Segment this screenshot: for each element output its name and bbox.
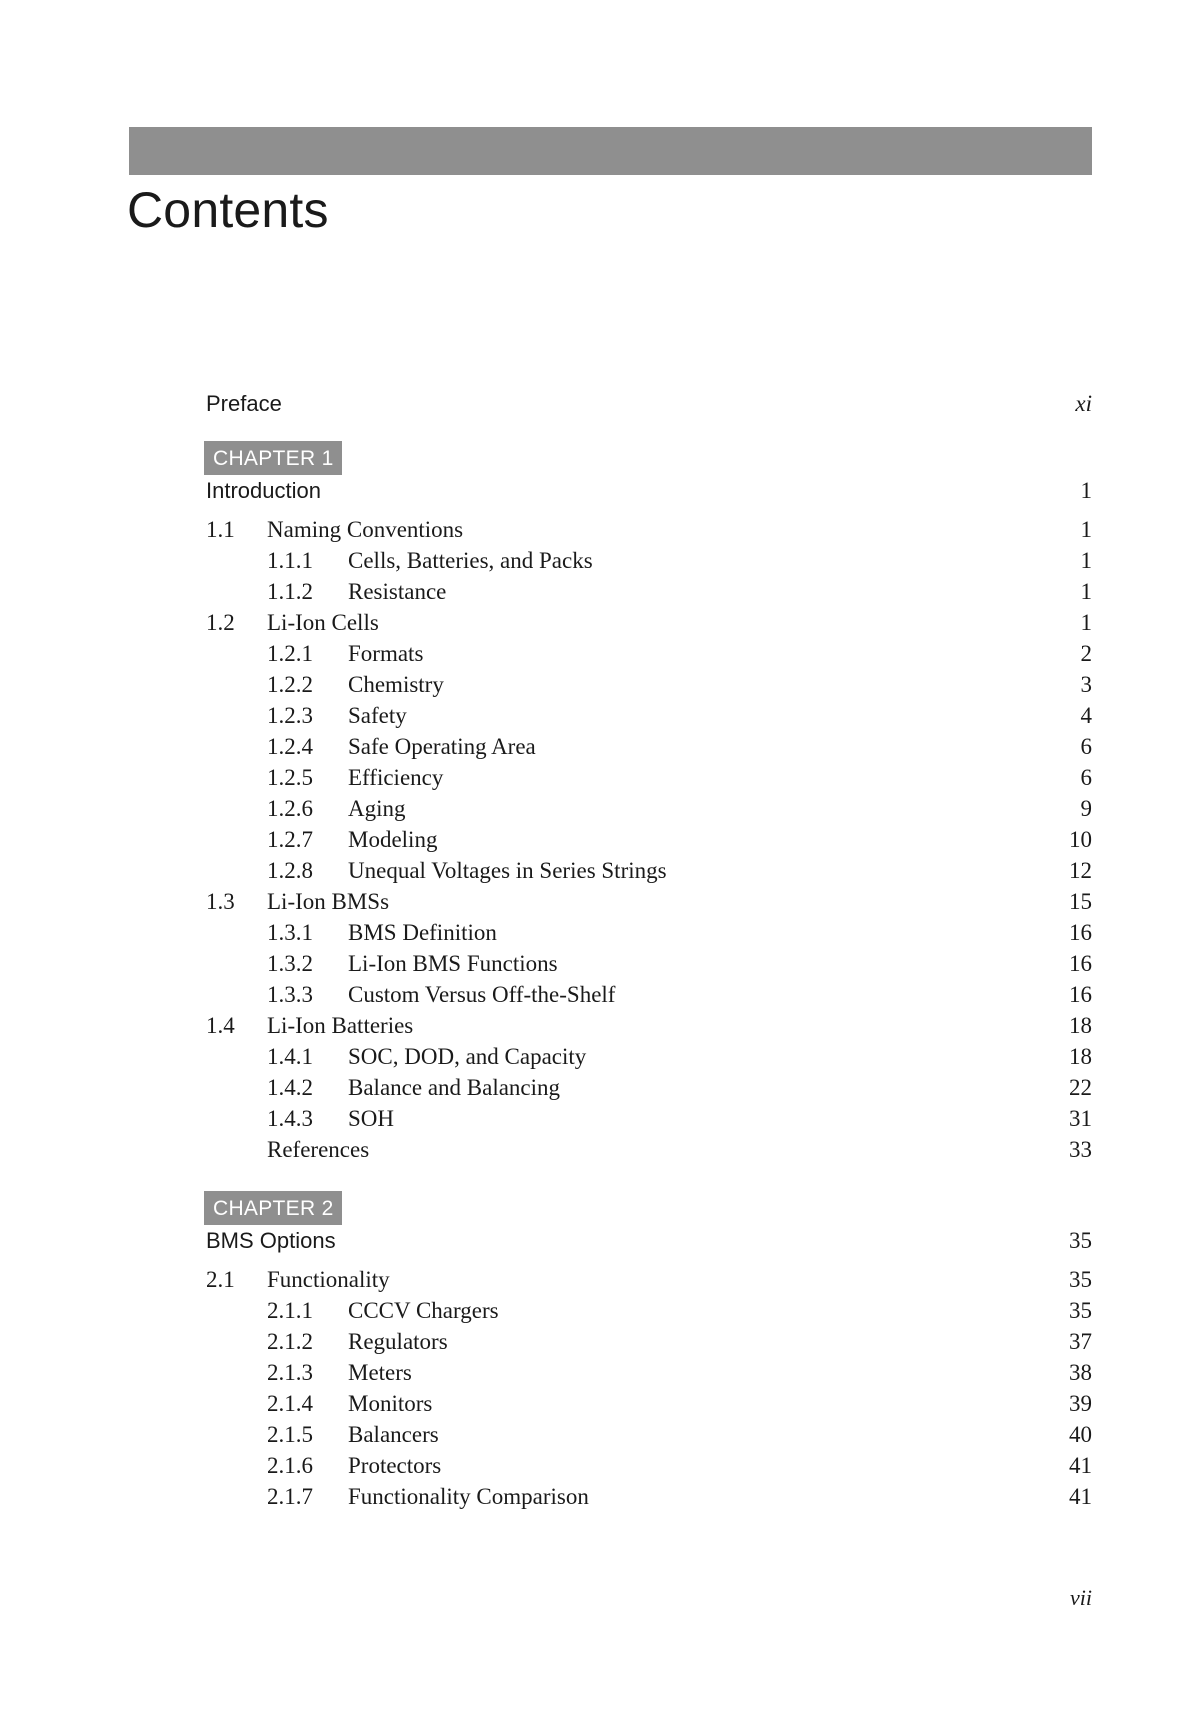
toc-subsection-label: Monitors <box>348 1391 433 1416</box>
toc-preface-entry[interactable] <box>206 388 1092 419</box>
toc-subsection-number: 1.2.5 <box>267 765 313 790</box>
toc-subsection-label: Aging <box>348 796 406 821</box>
toc-subsection-label: Safe Operating Area <box>348 734 536 759</box>
chapter-1-heading <box>206 441 1092 475</box>
toc-subsection-number: 1.4.3 <box>267 1106 313 1131</box>
toc-page-number: 1 <box>1080 548 1092 573</box>
toc-page-number: 31 <box>1069 1106 1092 1131</box>
toc-subsection-number: 1.3.3 <box>267 982 313 1007</box>
toc-page-number: 9 <box>1080 796 1092 821</box>
toc-subsection-entry[interactable] <box>206 545 1092 576</box>
toc-subsection-label: Functionality Comparison <box>348 1484 589 1509</box>
toc-page-number: 1 <box>1080 517 1092 542</box>
toc-subsection-number: 1.3.1 <box>267 920 313 945</box>
toc-subsection-label: Chemistry <box>348 672 444 697</box>
toc-subsection-number: 1.1.1 <box>267 548 313 573</box>
toc-section-label: Li-Ion Cells <box>267 610 379 635</box>
toc-subsection-label: Safety <box>348 703 407 728</box>
toc-subsection-entry[interactable] <box>206 1481 1092 1512</box>
toc-subsection-label: Meters <box>348 1360 412 1385</box>
chapter-2-heading <box>206 1191 1092 1225</box>
toc-subsection-number: 2.1.6 <box>267 1453 313 1478</box>
toc-subsection-number: 1.2.4 <box>267 734 313 759</box>
toc-subsection-label: Custom Versus Off-the-Shelf <box>348 982 616 1007</box>
toc-subsection-entry[interactable] <box>206 700 1092 731</box>
toc-page-number: 6 <box>1080 734 1092 759</box>
toc-subsection-number: 1.2.1 <box>267 641 313 666</box>
toc-page-number: 39 <box>1069 1391 1092 1416</box>
toc-subsection-entry[interactable] <box>206 669 1092 700</box>
toc-section-number: 1.2 <box>206 610 235 635</box>
toc-page-number: 4 <box>1080 703 1092 728</box>
toc-subsection-entry[interactable] <box>206 1419 1092 1450</box>
toc-subsection-entry[interactable] <box>206 1326 1092 1357</box>
toc-subsection-label: Balancers <box>348 1422 439 1447</box>
toc-subsection-number: 2.1.7 <box>267 1484 313 1509</box>
toc-subsection-number: 1.2.8 <box>267 858 313 883</box>
toc-page-number: 10 <box>1069 827 1092 852</box>
toc-section-entry[interactable] <box>206 1264 1092 1295</box>
toc-subsection-entry[interactable] <box>206 855 1092 886</box>
toc-page-number: 40 <box>1069 1422 1092 1447</box>
toc-subsection-number: 1.4.1 <box>267 1044 313 1069</box>
toc-section-label: Naming Conventions <box>267 517 464 542</box>
toc-subsection-number: 1.4.2 <box>267 1075 313 1100</box>
toc-page-number: 41 <box>1069 1484 1092 1509</box>
chapter-badge: CHAPTER 2 <box>204 1191 342 1225</box>
toc-section-label: Functionality <box>267 1267 390 1292</box>
toc-page-number: 33 <box>1069 1137 1092 1162</box>
toc-page-number: 15 <box>1069 889 1092 914</box>
toc-section-number: 1.3 <box>206 889 235 914</box>
toc-subsection-label: Resistance <box>348 579 447 604</box>
toc-subsection-entry[interactable] <box>206 1072 1092 1103</box>
toc-section-label: Li-Ion Batteries <box>267 1013 414 1038</box>
toc-page-number: 41 <box>1069 1453 1092 1478</box>
toc-page-number: 38 <box>1069 1360 1092 1385</box>
toc-chapter-title-entry[interactable] <box>206 1225 1092 1256</box>
toc-section-entry[interactable] <box>206 1010 1092 1041</box>
toc-subsection-entry[interactable] <box>206 979 1092 1010</box>
toc-subsection-entry[interactable] <box>206 824 1092 855</box>
toc-subsection-entry[interactable] <box>206 948 1092 979</box>
toc-subsection-label: Formats <box>348 641 424 666</box>
toc-subsection-entry[interactable] <box>206 638 1092 669</box>
toc-subsection-entry[interactable] <box>206 1388 1092 1419</box>
toc-subsection-number: 1.2.7 <box>267 827 313 852</box>
toc-page-number: 35 <box>1069 1267 1092 1292</box>
toc-subsection-entry[interactable] <box>206 1103 1092 1134</box>
toc-subsection-entry[interactable] <box>206 1357 1092 1388</box>
toc-page-number: 18 <box>1069 1044 1092 1069</box>
toc-section-entry[interactable] <box>206 514 1092 545</box>
toc-subsection-number: 1.2.2 <box>267 672 313 697</box>
table-of-contents <box>206 388 1092 1512</box>
toc-subsection-label: Modeling <box>348 827 438 852</box>
header-rule-bar <box>129 127 1092 175</box>
toc-page-number: 3 <box>1080 672 1092 697</box>
toc-subsection-entry[interactable] <box>206 917 1092 948</box>
toc-page-number: 35 <box>1069 1298 1092 1323</box>
toc-subsection-number: 1.3.2 <box>267 951 313 976</box>
toc-subsection-entry[interactable] <box>206 762 1092 793</box>
toc-subsection-label: CCCV Chargers <box>348 1298 499 1323</box>
toc-subsection-entry[interactable] <box>206 731 1092 762</box>
toc-subsection-number: 2.1.2 <box>267 1329 313 1354</box>
toc-references-label: References <box>267 1137 370 1162</box>
toc-page-number: 35 <box>1069 1228 1092 1253</box>
toc-subsection-label: Unequal Voltages in Series Strings <box>348 858 667 883</box>
toc-page-number: 16 <box>1069 951 1092 976</box>
toc-subsection-label: BMS Definition <box>348 920 497 945</box>
toc-subsection-label: Cells, Batteries, and Packs <box>348 548 593 573</box>
toc-subsection-number: 2.1.3 <box>267 1360 313 1385</box>
toc-page-number: 18 <box>1069 1013 1092 1038</box>
toc-subsection-number: 1.1.2 <box>267 579 313 604</box>
toc-section-entry[interactable] <box>206 607 1092 638</box>
toc-page-number: 1 <box>1080 478 1092 503</box>
toc-section-label: Li-Ion BMSs <box>267 889 390 914</box>
toc-subsection-label: SOH <box>348 1106 395 1131</box>
toc-page-number: 16 <box>1069 920 1092 945</box>
page-title: Contents <box>127 182 329 238</box>
toc-subsection-label: Balance and Balancing <box>348 1075 561 1100</box>
toc-subsection-entry[interactable] <box>206 1041 1092 1072</box>
toc-subsection-label: Li-Ion BMS Functions <box>348 951 558 976</box>
toc-subsection-entry[interactable] <box>206 1450 1092 1481</box>
toc-references-entry[interactable] <box>206 1134 1092 1165</box>
toc-preface-page: xi <box>1075 391 1092 416</box>
toc-subsection-number: 1.2.6 <box>267 796 313 821</box>
toc-chapter-title-entry[interactable] <box>206 475 1092 506</box>
page-folio: vii <box>1070 1585 1092 1610</box>
toc-subsection-label: Efficiency <box>348 765 444 790</box>
toc-subsection-number: 2.1.1 <box>267 1298 313 1323</box>
toc-subsection-entry[interactable] <box>206 1295 1092 1326</box>
toc-subsection-label: SOC, DOD, and Capacity <box>348 1044 587 1069</box>
toc-subsection-entry[interactable] <box>206 793 1092 824</box>
toc-section-number: 1.1 <box>206 517 235 542</box>
toc-chapter-title: BMS Options <box>206 1228 336 1253</box>
toc-page-number: 16 <box>1069 982 1092 1007</box>
toc-subsection-number: 1.2.3 <box>267 703 313 728</box>
toc-chapter-title: Introduction <box>206 478 321 503</box>
toc-subsection-number: 2.1.4 <box>267 1391 313 1416</box>
toc-section-entry[interactable] <box>206 886 1092 917</box>
toc-section-number: 1.4 <box>206 1013 235 1038</box>
toc-subsection-entry[interactable] <box>206 576 1092 607</box>
toc-page-number: 37 <box>1069 1329 1092 1354</box>
toc-page-number: 1 <box>1080 579 1092 604</box>
toc-page-number: 2 <box>1080 641 1092 666</box>
toc-page-number: 1 <box>1080 610 1092 635</box>
toc-page-number: 22 <box>1069 1075 1092 1100</box>
toc-page-number: 12 <box>1069 858 1092 883</box>
toc-preface-label: Preface <box>206 391 282 416</box>
toc-section-number: 2.1 <box>206 1267 235 1292</box>
toc-subsection-number: 2.1.5 <box>267 1422 313 1447</box>
chapter-badge: CHAPTER 1 <box>204 441 342 475</box>
toc-page-number: 6 <box>1080 765 1092 790</box>
toc-subsection-label: Regulators <box>348 1329 448 1354</box>
toc-subsection-label: Protectors <box>348 1453 442 1478</box>
